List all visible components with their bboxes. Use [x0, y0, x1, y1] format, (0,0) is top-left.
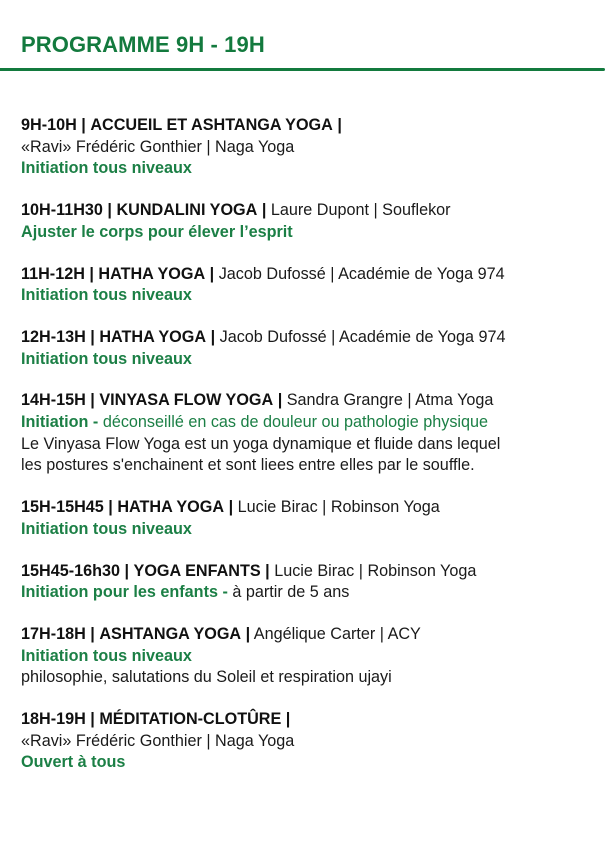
separator: | [90, 391, 95, 410]
session-header [21, 709, 601, 731]
session-item [21, 709, 601, 774]
separator: | [277, 391, 283, 410]
session-level: Initiation pour les enfants - [21, 583, 228, 602]
session-item [21, 327, 601, 370]
session-title: HATHA YOGA [98, 264, 206, 283]
session-instructor: Jacob Dufossé | Académie de Yoga 974 [219, 327, 506, 346]
separator: | [81, 116, 86, 134]
session-level: Initiation tous niveaux [21, 159, 192, 178]
session-level: Initiation - [21, 413, 99, 432]
schedule-list [21, 115, 601, 794]
session-header [21, 327, 601, 349]
separator: | [261, 201, 267, 220]
session-item [21, 561, 601, 604]
session-level-note: à partir de 5 ans [232, 583, 350, 602]
session-description: philosophie, salutations du Soleil et respiration ujayi [21, 668, 392, 687]
session-level-line [21, 582, 601, 604]
session-level: Initiation tous niveaux [21, 349, 192, 368]
session-instructor: «Ravi» Frédéric Gonthier | Naga Yoga [21, 137, 295, 156]
separator: | [337, 116, 342, 134]
session-time: 10H-11H30 [21, 201, 103, 220]
session-title: HATHA YOGA [117, 498, 225, 517]
session-header [21, 497, 601, 519]
session-header [21, 561, 601, 583]
session-level: Ouvert à tous [21, 753, 126, 772]
session-item [21, 115, 601, 180]
separator: | [209, 264, 215, 283]
session-title: KUNDALINI YOGA [116, 201, 258, 220]
separator: | [108, 498, 113, 517]
session-time: 17H-18H [21, 624, 86, 643]
separator: | [89, 264, 94, 283]
session-time: 9H-10H [21, 116, 77, 134]
session-instructor: Angélique Carter | ACY [253, 624, 421, 643]
separator: | [90, 327, 95, 346]
session-level: Ajuster le corps pour élever l’esprit [21, 222, 293, 241]
session-time: 15H45-16h30 [21, 561, 120, 580]
session-level: Initiation tous niveaux [21, 646, 192, 665]
session-level-note: déconseillé en cas de douleur ou pathologie physique [102, 413, 489, 432]
session-title: YOGA ENFANTS [133, 561, 261, 580]
title-divider [0, 68, 605, 71]
session-time: 14H-15H [21, 391, 86, 410]
session-header [21, 264, 601, 286]
session-item [21, 264, 601, 307]
session-item [21, 624, 601, 689]
session-description: Le Vinyasa Flow Yoga est un yoga dynamique et fluide dans lequel [21, 434, 501, 453]
separator: | [228, 498, 234, 517]
session-time: 18H-19H [21, 710, 86, 729]
session-title: ASHTANGA YOGA [99, 624, 242, 643]
session-time: 15H-15H45 [21, 498, 104, 517]
separator: | [285, 710, 291, 729]
session-instructor: Jacob Dufossé | Académie de Yoga 974 [218, 264, 505, 283]
session-instructor: Lucie Birac | Robinson Yoga [237, 498, 440, 517]
separator: | [107, 201, 112, 220]
page-title: PROGRAMME 9H - 19H [21, 32, 265, 57]
session-header [21, 390, 601, 412]
session-title: HATHA YOGA [99, 327, 207, 346]
session-header [21, 200, 601, 222]
session-instructor: «Ravi» Frédéric Gonthier | Naga Yoga [21, 731, 295, 750]
separator: | [210, 327, 216, 346]
session-time: 12H-13H [21, 327, 86, 346]
session-header [21, 115, 601, 137]
session-time: 11H-12H [21, 264, 85, 283]
separator: | [90, 710, 95, 729]
session-level: Initiation tous niveaux [21, 286, 192, 305]
session-description: les postures s'enchainent et sont liees entre elles par le souffle. [21, 456, 475, 475]
separator: | [124, 561, 130, 580]
session-item [21, 497, 601, 540]
separator: | [245, 624, 251, 643]
session-instructor: Sandra Grangre | Atma Yoga [286, 391, 494, 410]
session-level-line [21, 412, 601, 434]
session-header [21, 624, 601, 646]
session-item [21, 390, 601, 477]
session-instructor: Lucie Birac | Robinson Yoga [274, 561, 477, 580]
session-item [21, 200, 601, 243]
session-title: MÉDITATION-CLOTÛRE [99, 710, 282, 729]
session-title: VINYASA FLOW YOGA [99, 391, 274, 410]
session-title: ACCUEIL ET ASHTANGA YOGA [90, 116, 333, 134]
session-instructor: Laure Dupont | Souflekor [270, 201, 451, 220]
separator: | [265, 561, 270, 580]
separator: | [90, 624, 95, 643]
session-level: Initiation tous niveaux [21, 519, 192, 538]
